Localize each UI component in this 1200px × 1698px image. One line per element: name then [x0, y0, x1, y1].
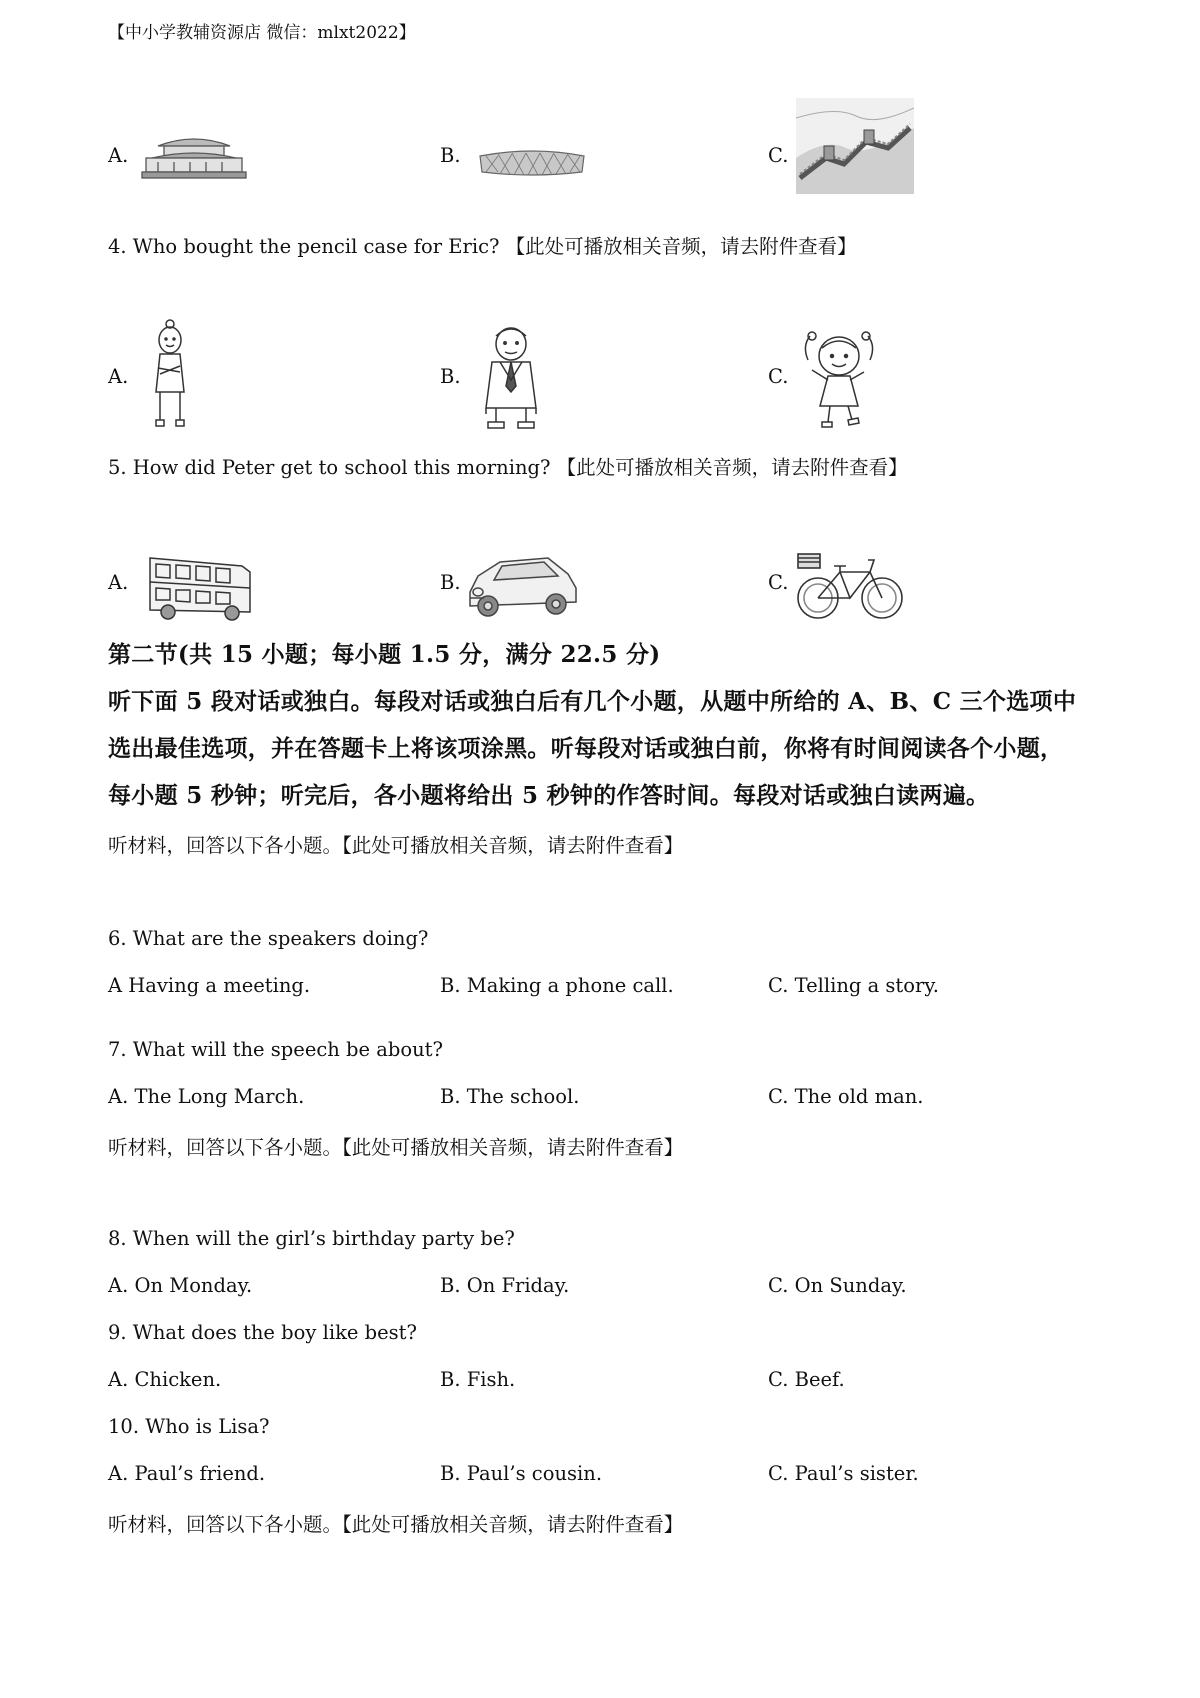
q8-option-c: C. On Sunday. — [768, 1274, 907, 1297]
group3-intro: 听材料，回答以下各小题。【此处可播放相关音频，请去附件查看】 — [108, 1513, 684, 1536]
q9-option-b: B. Fish. — [440, 1368, 516, 1391]
q10-option-b: B. Paul’s cousin. — [440, 1462, 603, 1485]
section-instruction-line-1: 听下面 5 段对话或独白。每段对话或独白后有几个小题，从题中所给的 A、B、C 三个选项中 — [108, 688, 1077, 715]
tiananmen-icon — [138, 128, 250, 182]
q5-question: 5. How did Peter get to school this morning? 【此处可播放相关音频，请去附件查看】 — [108, 456, 908, 479]
q6-option-b: B. Making a phone call. — [440, 974, 674, 997]
q3-option-a-label: A. — [108, 144, 129, 167]
man-in-suit-icon — [478, 322, 544, 432]
q7-option-a: A. The Long March. — [108, 1085, 305, 1108]
bus-icon — [146, 552, 254, 622]
q3-option-c-label: C. — [768, 144, 789, 167]
q9-question: 9. What does the boy like best? — [108, 1321, 417, 1344]
q5-option-b-label: B. — [440, 571, 461, 594]
bicycle-icon — [794, 546, 906, 622]
section-instruction-line-3: 每小题 5 秒钟；听完后，各小题将给出 5 秒钟的作答时间。每段对话或独白读两遍。 — [108, 782, 990, 809]
q10-question: 10. Who is Lisa? — [108, 1415, 270, 1438]
q10-option-a: A. Paul’s friend. — [108, 1462, 266, 1485]
q3-option-b-label: B. — [440, 144, 461, 167]
q6-question: 6. What are the speakers doing? — [108, 927, 429, 950]
q8-question: 8. When will the girl’s birthday party be? — [108, 1227, 515, 1250]
section-instruction-line-2: 选出最佳选项，并在答题卡上将该项涂黑。听每段对话或独白前，你将有时间阅读各个小题， — [108, 735, 1064, 762]
q10-option-c: C. Paul’s sister. — [768, 1462, 919, 1485]
car-icon — [464, 548, 582, 620]
q7-question: 7. What will the speech be about? — [108, 1038, 443, 1061]
group2-intro: 听材料，回答以下各小题。【此处可播放相关音频，请去附件查看】 — [108, 1136, 684, 1159]
woman-icon — [150, 318, 192, 432]
q9-option-a: A. Chicken. — [108, 1368, 222, 1391]
q4-option-c-label: C. — [768, 365, 789, 388]
section-title: 第二节(共 15 小题；每小题 1.5 分，满分 22.5 分) — [108, 641, 661, 668]
q5-option-a-label: A. — [108, 571, 129, 594]
q5-option-c-label: C. — [768, 571, 789, 594]
q7-option-b: B. The school. — [440, 1085, 580, 1108]
group1-intro: 听材料，回答以下各小题。【此处可播放相关音频，请去附件查看】 — [108, 834, 684, 857]
great-wall-icon — [796, 98, 914, 194]
page-header: 【中小学教辅资源店 微信：mlxt2022】 — [108, 23, 416, 43]
q8-option-a: A. On Monday. — [108, 1274, 253, 1297]
q4-option-a-label: A. — [108, 365, 129, 388]
q8-option-b: B. On Friday. — [440, 1274, 570, 1297]
q6-option-c: C. Telling a story. — [768, 974, 939, 997]
q9-option-c: C. Beef. — [768, 1368, 845, 1391]
q7-option-c: C. The old man. — [768, 1085, 924, 1108]
girl-icon — [800, 326, 878, 430]
q4-question: 4. Who bought the pencil case for Eric? 【此处可播放相关音频，请去附件查看】 — [108, 235, 857, 258]
birds-nest-stadium-icon — [478, 148, 586, 178]
q6-option-a: A Having a meeting. — [108, 974, 311, 997]
q4-option-b-label: B. — [440, 365, 461, 388]
